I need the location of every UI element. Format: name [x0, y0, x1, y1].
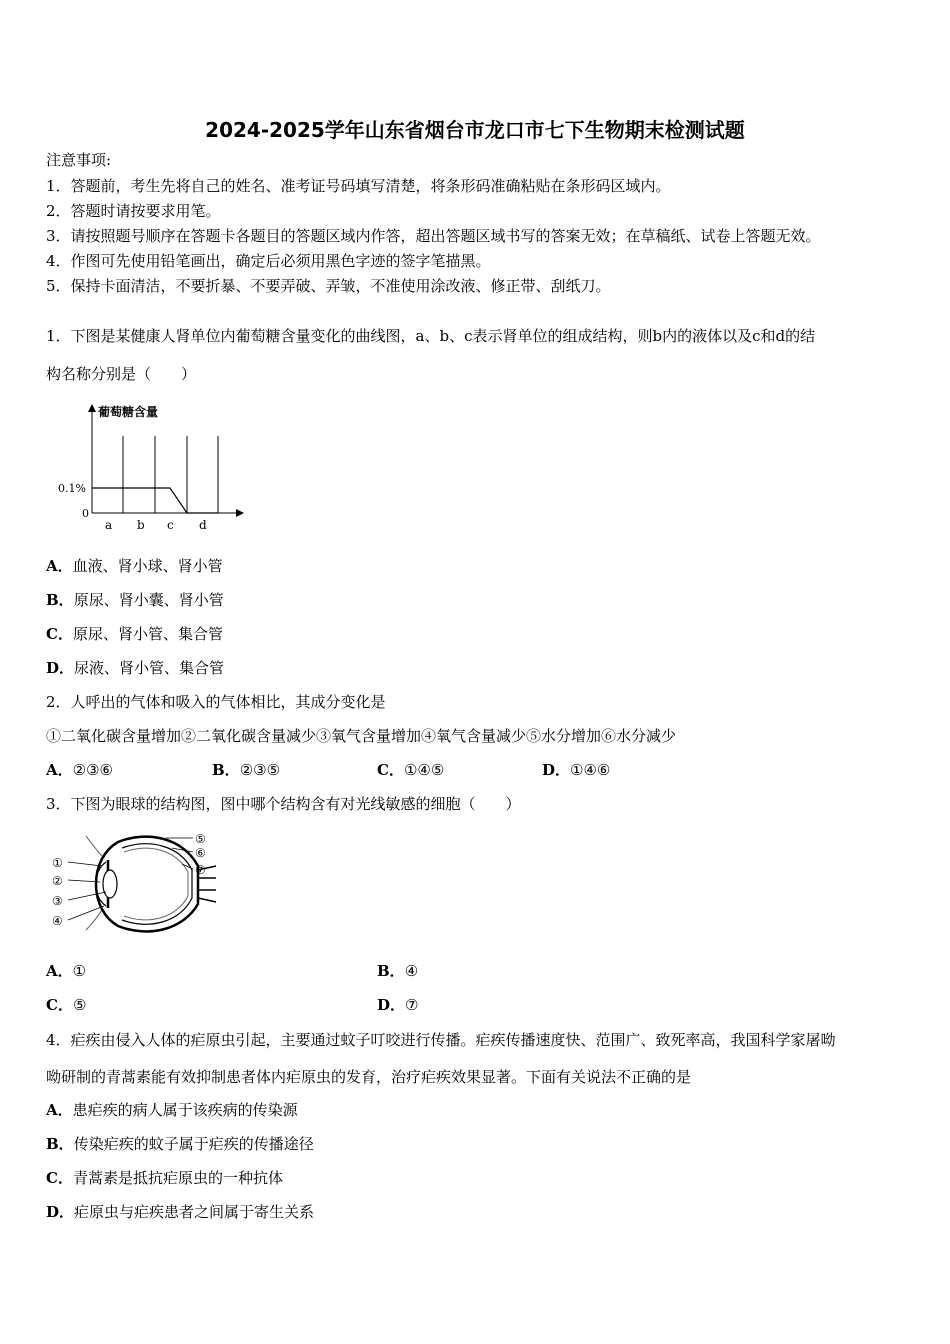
- eye-label-3: ③: [52, 894, 63, 908]
- option-text: 血液、肾小球、肾小管: [72, 557, 223, 575]
- option-text: ①④⑤: [403, 761, 445, 779]
- option-letter: C．: [46, 996, 73, 1014]
- q4-stem-line2: 呦研制的青蒿素能有效抑制患者体内疟原虫的发育，治疗疟疾效果显著。下面有关说法不正确的是: [46, 1068, 692, 1086]
- lower-eyelid: [86, 910, 102, 930]
- glucose-chart: [50, 398, 250, 538]
- option-text: ①④⑥: [570, 761, 611, 779]
- chart-category-label: c: [167, 518, 174, 532]
- eye-label-6: ⑥: [195, 846, 206, 860]
- notice-item: 3．请按照题号顺序在答题卡各题目的答题区域内作答，超出答题区域书写的答案无效；在草稿纸、试卷上答题无效。: [46, 227, 821, 245]
- chart-ylabel: 葡萄糖含量: [98, 405, 159, 419]
- q1-option-a[interactable]: [46, 556, 223, 576]
- upper-eyelid: [86, 836, 102, 856]
- q1-option-d[interactable]: [46, 658, 224, 678]
- page-title: 2024-2025学年山东省烟台市龙口市七下生物期末检测试题: [205, 118, 745, 142]
- option-text: 疟原虫与疟疾患者之间属于寄生关系: [74, 1203, 315, 1221]
- eye-label-4: ④: [52, 914, 63, 928]
- q4-option-d[interactable]: [46, 1202, 314, 1222]
- option-letter: A．: [46, 557, 73, 575]
- option-letter: D．: [46, 659, 75, 677]
- option-text: 传染疟疾的蚊子属于疟疾的传播途径: [73, 1135, 314, 1153]
- option-text: ④: [404, 962, 419, 980]
- option-text: 尿液、肾小管、集合管: [74, 659, 225, 677]
- option-text: ①: [72, 962, 87, 980]
- option-text: 原尿、肾小囊、肾小管: [73, 591, 224, 609]
- q2-option-c[interactable]: [377, 760, 444, 780]
- notice-heading: 注意事项:: [46, 151, 112, 169]
- chart-tick-label: 0.1%: [58, 482, 86, 495]
- notice-item: 1．答题前，考生先将自己的姓名、准考证号码填写清楚，将条形码准确粘贴在条形码区域内。: [46, 177, 671, 195]
- option-letter: A．: [46, 962, 73, 980]
- eye-label-5: ⑤: [195, 832, 206, 846]
- notice-item: 2．答题时请按要求用笔。: [46, 202, 221, 220]
- option-text: ⑦: [405, 996, 419, 1014]
- q3-stem: 3．下图为眼球的结构图，图中哪个结构含有对光线敏感的细胞（ ）: [46, 795, 521, 813]
- q1-option-c[interactable]: [46, 624, 223, 644]
- chart-tick-label: 0: [82, 507, 89, 520]
- option-letter: D．: [377, 996, 406, 1014]
- q3-option-c[interactable]: [46, 995, 86, 1015]
- option-letter: A．: [46, 1101, 73, 1119]
- q4-option-a[interactable]: [46, 1100, 298, 1120]
- option-text: 原尿、肾小管、集合管: [72, 625, 223, 643]
- eye-label-7: ⑦: [195, 863, 206, 877]
- q3-option-a[interactable]: [46, 961, 86, 981]
- option-letter: B．: [46, 1135, 74, 1153]
- q3-option-d[interactable]: [377, 995, 418, 1015]
- notice-item: 4．作图可先使用铅笔画出，确定后必须用黑色字迹的签字笔描黑。: [46, 252, 491, 270]
- chart-category-label: d: [199, 518, 207, 532]
- lens: [103, 870, 117, 898]
- q4-stem-line1: 4．疟疾由侵入人体的疟原虫引起，主要通过蚊子叮咬进行传播。疟疾传播速度快、范围广、致死率高，我国科学家屠呦: [46, 1031, 836, 1049]
- option-letter: B．: [212, 761, 240, 779]
- option-text: ②③⑤: [239, 761, 281, 779]
- option-text: ⑤: [72, 996, 87, 1014]
- option-letter: C．: [46, 625, 73, 643]
- option-letter: D．: [46, 1203, 75, 1221]
- chart-category-label: a: [105, 518, 113, 532]
- chart-category-label: b: [137, 518, 145, 532]
- eyeball-diagram: [48, 826, 218, 942]
- q1-stem-line2: 构名称分别是（ ）: [46, 365, 197, 383]
- option-letter: B．: [377, 962, 405, 980]
- option-letter: B．: [46, 591, 74, 609]
- eye-label-2: ②: [52, 874, 63, 888]
- option-text: 青蒿素是抵抗疟原虫的一种抗体: [72, 1169, 283, 1187]
- q4-option-c[interactable]: [46, 1168, 283, 1188]
- option-text: 患疟疾的病人属于该疾病的传染源: [72, 1101, 298, 1119]
- eye-label-1: ①: [52, 856, 63, 870]
- option-text: ②③⑥: [72, 761, 113, 779]
- q2-option-b[interactable]: [212, 760, 280, 780]
- option-letter: A．: [46, 761, 73, 779]
- q2-option-a[interactable]: [46, 760, 113, 780]
- q4-option-b[interactable]: [46, 1134, 314, 1154]
- q1-stem-line1: 1．下图是某健康人肾单位内葡萄糖含量变化的曲线图，a、b、c表示肾单位的组成结构，则b内的液体以及c和d的结: [46, 327, 816, 345]
- option-letter: C．: [46, 1169, 73, 1187]
- q1-option-b[interactable]: [46, 590, 224, 610]
- q2-choices: ①二氧化碳含量增加②二氧化碳含量减少③氧气含量增加④氧气含量减少⑤水分增加⑥水分减少: [46, 727, 677, 745]
- q2-option-d[interactable]: [542, 760, 610, 780]
- q2-stem: 2．人呼出的气体和吸入的气体相比，其成分变化是: [46, 693, 386, 711]
- notice-item: 5．保持卡面清洁，不要折暴、不要弄破、弄皱，不准使用涂改液、修正带、刮纸刀。: [46, 277, 611, 295]
- option-letter: D．: [542, 761, 571, 779]
- q3-option-b[interactable]: [377, 961, 418, 981]
- option-letter: C．: [377, 761, 404, 779]
